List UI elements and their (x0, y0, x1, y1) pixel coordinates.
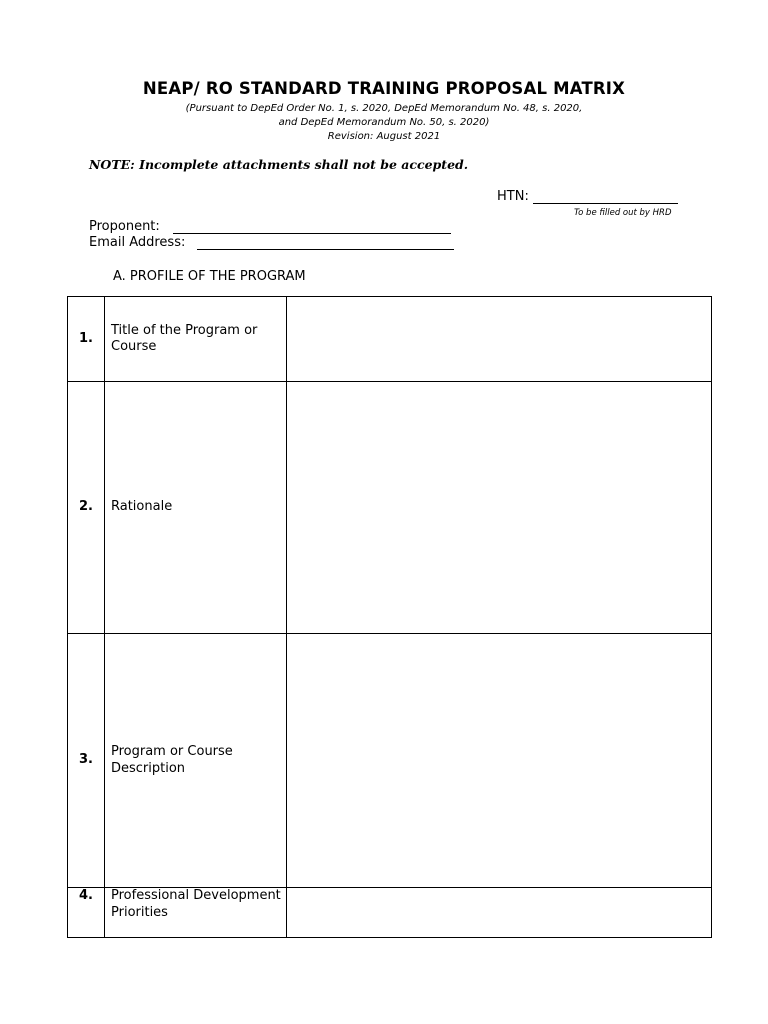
proponent-field[interactable] (173, 233, 451, 234)
table-row (68, 888, 712, 938)
table-row (68, 297, 712, 382)
row-number: 3. (68, 634, 105, 888)
rationale-input-cell[interactable] (287, 382, 712, 634)
section-a-heading: A. PROFILE OF THE PROGRAM (113, 269, 306, 284)
table-row (68, 634, 712, 888)
row-label-priorities: Professional Development Priorities (105, 888, 287, 938)
email-label: Email Address: (89, 235, 186, 250)
profile-table (67, 296, 712, 938)
htn-hint: To be filled out by HRD (574, 208, 672, 218)
row-label-title: Title of the Program or Course (105, 297, 287, 382)
htn-field[interactable] (533, 203, 678, 204)
row-label-description: Program or Course Description (105, 634, 287, 888)
table-row (68, 382, 712, 634)
subtitle-line-2: and DepEd Memorandum No. 50, s. 2020) (278, 117, 490, 128)
description-input-cell[interactable] (287, 634, 712, 888)
revision-text: Revision: August 2021 (327, 131, 441, 142)
row-number: 4. (68, 888, 105, 938)
priorities-input-cell[interactable] (287, 888, 712, 938)
subtitle-line-1: (Pursuant to DepEd Order No. 1, s. 2020, DepEd Memorandum No. 48, s. 2020, (185, 103, 583, 114)
attachment-note: NOTE: Incomplete attachments shall not be accepted. (89, 157, 469, 172)
row-number: 1. (68, 297, 105, 382)
title-input-cell[interactable] (287, 297, 712, 382)
row-number: 2. (68, 382, 105, 634)
proponent-label: Proponent: (89, 219, 160, 234)
document-title: NEAP/ RO STANDARD TRAINING PROPOSAL MATRIX (142, 79, 626, 98)
row-label-rationale: Rationale (105, 382, 287, 634)
email-field[interactable] (197, 249, 454, 250)
htn-label: HTN: (497, 189, 529, 204)
